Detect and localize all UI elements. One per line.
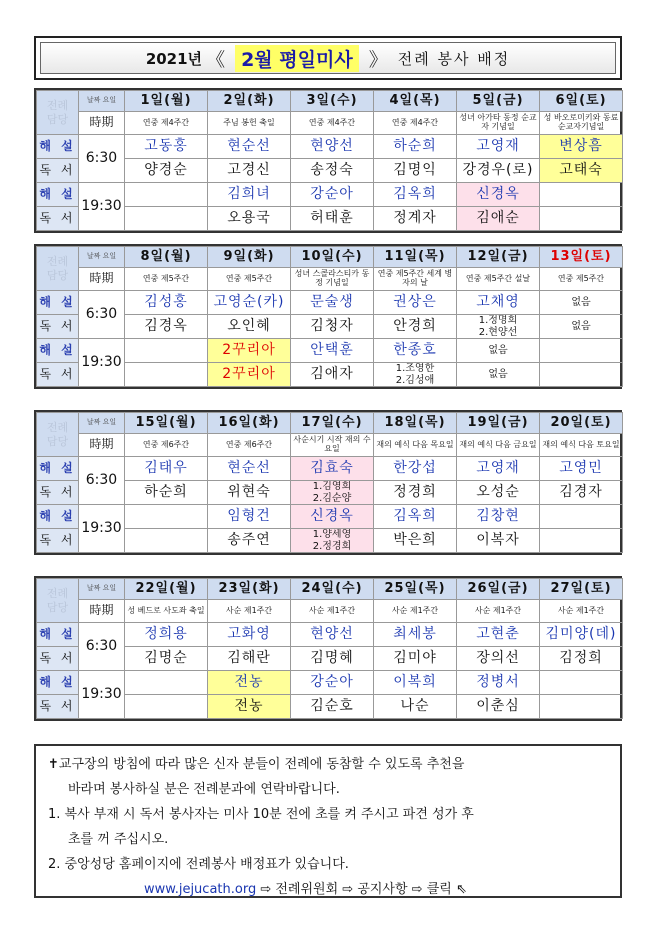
date-header: 16일(화) [208, 413, 291, 434]
title-year: 2021년 [145, 49, 203, 68]
date-header: 5일(금) [457, 91, 540, 112]
assignee: 한종호 [374, 339, 457, 363]
time-slot: 6:30 [79, 623, 125, 671]
date-label: 날짜 요일 [79, 413, 125, 434]
season: 재의 예식 다음 금요일 [457, 434, 540, 457]
assignee [125, 695, 208, 719]
assignee: 김정희 [540, 647, 623, 671]
assignee: 현순선 [208, 457, 291, 481]
assignee: 없음 [457, 363, 540, 387]
role-label: 독 서 [37, 647, 79, 671]
assignee [125, 505, 208, 529]
role-label: 해 설 [37, 291, 79, 315]
week-table [34, 244, 622, 389]
note-line-5: 2. 중앙성당 홈페이지에 전례봉사 배정표가 있습니다. [48, 857, 349, 872]
date-label: 날짜 요일 [79, 247, 125, 268]
assignee: 1.양세영 2.정경희 [291, 529, 374, 553]
assignee: 김명익 [374, 159, 457, 183]
assignee: 김경자 [540, 481, 623, 505]
date-header: 23일(화) [208, 579, 291, 600]
role-label: 해 설 [37, 457, 79, 481]
assignee: 없음 [540, 315, 623, 339]
date-header: 4일(목) [374, 91, 457, 112]
assignee: 김경옥 [125, 315, 208, 339]
week-table [34, 410, 622, 555]
notes [34, 744, 622, 898]
role-label: 독 서 [37, 529, 79, 553]
assignee [125, 363, 208, 387]
date-header: 10일(수) [291, 247, 374, 268]
assignee: 현양선 [291, 135, 374, 159]
assignee: 나순 [374, 695, 457, 719]
time-slot: 19:30 [79, 339, 125, 387]
assignee: 김성홍 [125, 291, 208, 315]
date-label: 날짜 요일 [79, 579, 125, 600]
assignee: 고경신 [208, 159, 291, 183]
season: 연중 제5주간 [540, 268, 623, 291]
dam-label: 전례 담당 [37, 579, 79, 623]
assignee: 김미양(데) [540, 623, 623, 647]
assignee [125, 183, 208, 207]
season: 재의 예식 다음 목요일 [374, 434, 457, 457]
assignee: 고영순(카) [208, 291, 291, 315]
season: 연중 제5주간 [125, 268, 208, 291]
role-label: 해 설 [37, 339, 79, 363]
season: 주님 봉헌 축일 [208, 112, 291, 135]
dam-label: 전례 담당 [37, 247, 79, 291]
date-header: 25일(목) [374, 579, 457, 600]
title-rest: 전례 봉사 배정 [397, 49, 511, 68]
assignee: 김명혜 [291, 647, 374, 671]
date-header: 1일(월) [125, 91, 208, 112]
assignee: 하순희 [125, 481, 208, 505]
assignee [540, 695, 623, 719]
assignee: 김창현 [457, 505, 540, 529]
season: 성녀 스콜라스티카 동정 기념일 [291, 268, 374, 291]
assignee: 한강섭 [374, 457, 457, 481]
season: 연중 제4주간 [291, 112, 374, 135]
assignee: 김애자 [291, 363, 374, 387]
assignee: 1.김영희 2.김순양 [291, 481, 374, 505]
role-label: 해 설 [37, 623, 79, 647]
date-header: 2일(화) [208, 91, 291, 112]
title-open: 《 [206, 48, 226, 71]
assignee: 오성순 [457, 481, 540, 505]
season: 사순 제1주간 [457, 600, 540, 623]
assignee: 현순선 [208, 135, 291, 159]
note-line-3: 1. 복사 부재 시 독서 봉사자는 미사 10분 전에 초를 켜 주시고 파견 성가 후 [48, 807, 474, 822]
assignee: 김효숙 [291, 457, 374, 481]
assignee [540, 363, 623, 387]
date-header: 3일(수) [291, 91, 374, 112]
assignee: 김해란 [208, 647, 291, 671]
date-header: 22일(월) [125, 579, 208, 600]
assignee: 없음 [457, 339, 540, 363]
assignee: 이춘심 [457, 695, 540, 719]
season: 사순 제1주간 [208, 600, 291, 623]
role-label: 독 서 [37, 695, 79, 719]
assignee: 고영재 [457, 135, 540, 159]
title-close: 》 [368, 48, 388, 71]
date-header: 24일(수) [291, 579, 374, 600]
season: 연중 제4주간 [125, 112, 208, 135]
assignee: 안택훈 [291, 339, 374, 363]
assignee: 1.조영한 2.김성애 [374, 363, 457, 387]
role-label: 해 설 [37, 671, 79, 695]
date-header: 13일(토) [540, 247, 623, 268]
season: 사순 제1주간 [540, 600, 623, 623]
note-line-1: ✝교구장의 방침에 따라 많은 신자 분들이 전례에 동참할 수 있도록 추천을 [48, 757, 465, 772]
assignee: 이복자 [457, 529, 540, 553]
season: 연중 제4주간 [374, 112, 457, 135]
assignee: 정희용 [125, 623, 208, 647]
assignee [540, 529, 623, 553]
assignee: 전농 [208, 695, 291, 719]
time-slot: 6:30 [79, 457, 125, 505]
note-line-6 [48, 877, 608, 902]
season: 연중 제6주간 [208, 434, 291, 457]
sigi-label: 時期 [79, 268, 125, 291]
assignee: 허태훈 [291, 207, 374, 231]
sigi-label: 時期 [79, 434, 125, 457]
assignee: 전농 [208, 671, 291, 695]
assignee: 오용국 [208, 207, 291, 231]
assignee: 송정숙 [291, 159, 374, 183]
date-header: 17일(수) [291, 413, 374, 434]
assignee: 김태우 [125, 457, 208, 481]
date-header: 6일(토) [540, 91, 623, 112]
assignee: 고현춘 [457, 623, 540, 647]
assignee [540, 183, 623, 207]
sigi-label: 時期 [79, 112, 125, 135]
assignee: 김옥희 [374, 183, 457, 207]
season: 성 바오로미키와 동료순교자기념일 [540, 112, 623, 135]
assignee: 변상흠 [540, 135, 623, 159]
role-label: 독 서 [37, 207, 79, 231]
assignee: 김청자 [291, 315, 374, 339]
time-slot: 6:30 [79, 135, 125, 183]
season: 사순시기 시작 재의 수요일 [291, 434, 374, 457]
assignee [125, 339, 208, 363]
assignee [125, 207, 208, 231]
assignee: 장의선 [457, 647, 540, 671]
date-header: 20일(토) [540, 413, 623, 434]
date-header: 26일(금) [457, 579, 540, 600]
date-header: 12일(금) [457, 247, 540, 268]
assignee [540, 207, 623, 231]
date-header: 9일(화) [208, 247, 291, 268]
assignee: 1.정명희 2.현양선 [457, 315, 540, 339]
role-label: 해 설 [37, 505, 79, 529]
assignee: 없음 [540, 291, 623, 315]
assignee: 강경우(로) [457, 159, 540, 183]
title [40, 42, 616, 74]
assignee [540, 671, 623, 695]
assignee: 이복희 [374, 671, 457, 695]
assignee: 정경희 [374, 481, 457, 505]
assignee: 김옥희 [374, 505, 457, 529]
assignee: 고태숙 [540, 159, 623, 183]
assignee: 김명순 [125, 647, 208, 671]
season: 연중 제5주간 설날 [457, 268, 540, 291]
assignee [125, 671, 208, 695]
assignee: 양경순 [125, 159, 208, 183]
season: 재의 예식 다음 토요일 [540, 434, 623, 457]
date-label: 날짜 요일 [79, 91, 125, 112]
note-path: ⇨ 전례위원회 ⇨ 공지사항 ⇨ 클릭 ⇖ [260, 882, 467, 897]
season: 사순 제1주간 [374, 600, 457, 623]
assignee: 송주연 [208, 529, 291, 553]
assignee: 신경옥 [291, 505, 374, 529]
assignee: 최세봉 [374, 623, 457, 647]
assignee [125, 529, 208, 553]
assignee [540, 505, 623, 529]
assignee: 정병서 [457, 671, 540, 695]
season: 연중 제5주간 세계 병자의 날 [374, 268, 457, 291]
assignee: 고화영 [208, 623, 291, 647]
time-slot: 19:30 [79, 505, 125, 553]
dam-label: 전례 담당 [37, 91, 79, 135]
assignee: 현양선 [291, 623, 374, 647]
homepage-link[interactable]: www.jejucath.org [144, 882, 257, 897]
title-box [34, 36, 622, 80]
assignee: 김애순 [457, 207, 540, 231]
assignee: 2꾸리아 [208, 363, 291, 387]
sigi-label: 時期 [79, 600, 125, 623]
assignee: 박은희 [374, 529, 457, 553]
time-slot: 19:30 [79, 671, 125, 719]
season: 연중 제6주간 [125, 434, 208, 457]
assignee: 김순호 [291, 695, 374, 719]
assignee: 하순희 [374, 135, 457, 159]
assignee: 2꾸리아 [208, 339, 291, 363]
season: 연중 제5주간 [208, 268, 291, 291]
assignee: 고영재 [457, 457, 540, 481]
assignee: 위현숙 [208, 481, 291, 505]
assignee: 신경옥 [457, 183, 540, 207]
title-main: 2월 평일미사 [235, 45, 359, 72]
assignee: 강순아 [291, 671, 374, 695]
time-slot: 19:30 [79, 183, 125, 231]
assignee: 안경희 [374, 315, 457, 339]
assignee: 고동홍 [125, 135, 208, 159]
assignee: 권상은 [374, 291, 457, 315]
week-table [34, 576, 622, 721]
assignee: 오인혜 [208, 315, 291, 339]
role-label: 독 서 [37, 159, 79, 183]
assignee: 김희녀 [208, 183, 291, 207]
date-header: 18일(목) [374, 413, 457, 434]
assignee [540, 339, 623, 363]
date-header: 27일(토) [540, 579, 623, 600]
role-label: 독 서 [37, 481, 79, 505]
role-label: 독 서 [37, 315, 79, 339]
assignee: 김미야 [374, 647, 457, 671]
role-label: 해 설 [37, 183, 79, 207]
assignee: 강순아 [291, 183, 374, 207]
season: 성 베드로 사도좌 축일 [125, 600, 208, 623]
date-header: 19일(금) [457, 413, 540, 434]
role-label: 독 서 [37, 363, 79, 387]
week-table [34, 88, 622, 233]
assignee: 임형건 [208, 505, 291, 529]
assignee: 문술생 [291, 291, 374, 315]
assignee: 고영민 [540, 457, 623, 481]
date-header: 15일(월) [125, 413, 208, 434]
note-line-2: 바라며 봉사하실 분은 전례분과에 연락바랍니다. [68, 782, 340, 797]
date-header: 8일(월) [125, 247, 208, 268]
assignee: 고채영 [457, 291, 540, 315]
assignee: 정계자 [374, 207, 457, 231]
dam-label: 전례 담당 [37, 413, 79, 457]
note-line-4: 초를 꺼 주십시오. [68, 832, 169, 847]
time-slot: 6:30 [79, 291, 125, 339]
season: 성녀 아가타 동정 순교자 기념일 [457, 112, 540, 135]
date-header: 11일(목) [374, 247, 457, 268]
season: 사순 제1주간 [291, 600, 374, 623]
role-label: 해 설 [37, 135, 79, 159]
